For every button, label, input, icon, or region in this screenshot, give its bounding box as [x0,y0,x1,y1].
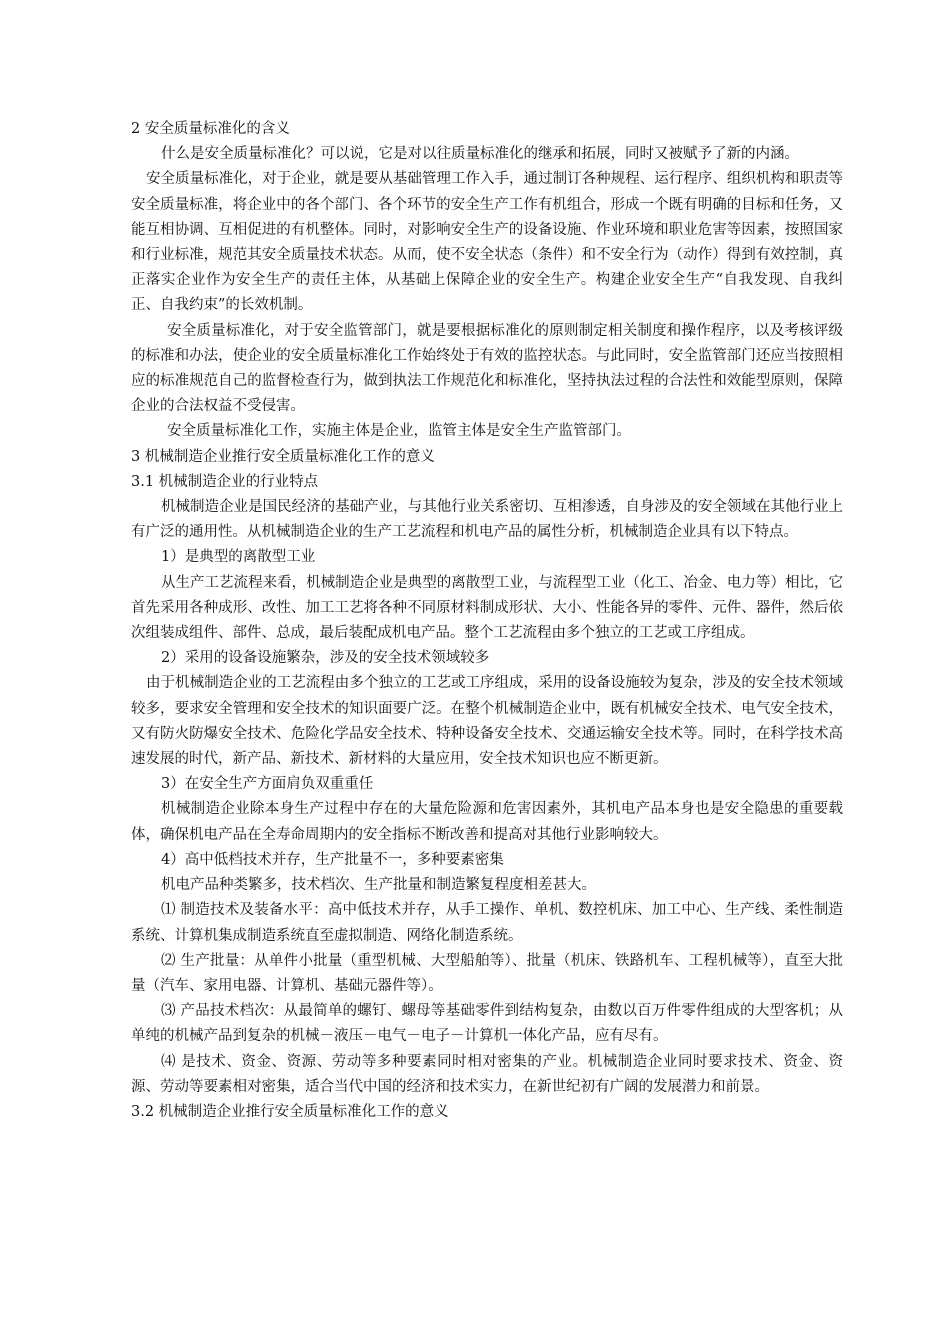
paragraph-discrete-industry: 从生产工艺流程来看，机械制造企业是典型的离散型工业，与流程型工业（化工、冶金、电力等）相比，它首先采用各种成形、改性、加工工艺将各种不同原材料制成形状、大小、性能各异的零件、元件、器件，然后依次组装成组件、部件、总成，最后装配成机电产品。整个工艺流程由多个独立的工艺或工序组成。 [131,574,843,642]
paragraph-definition-intro: 什么是安全质量标准化？可以说，它是对以往质量标准化的继承和拓展，同时又被赋予了新的内涵。 [161,146,799,163]
list-heading-4: 4）高中低档技术并存，生产批量不一，多种要素密集 [161,851,504,868]
list-item-factors: ⑷ 是技术、资金、资源、劳动等多种要素同时相对密集的产业。机械制造企业同时要求技术、资金、资源、劳动等要素相对密集，适合当代中国的经济和技术实力，在新世纪初有广阔的发展潜力和前景。 [131,1053,843,1095]
paragraph-product-variety: 机电产品种类繁多，技术档次、生产批量和制造繁复程度相差甚大。 [161,877,596,894]
paragraph-equipment-complex: 由于机械制造企业的工艺流程由多个独立的工艺或工序组成，采用的设备设施较为复杂，涉及的安全技术领域较多，要求安全管理和安全技术的知识面要广泛。在整个机械制造企业中，既有机械安全技术、电气安全技术，又有防火防爆安全技术、危险化学品安全技术、特种设备安全技术、交通运输安全技术等。同时，在科学技术高速发展的时代，新产品、新技术、新材料的大量应用，安全技术知识也应不断更新。 [131,675,843,768]
paragraph-regulator-meaning: 安全质量标准化，对于安全监管部门，就是要根据标准化的原则制定相关制度和操作程序，以及考核评级的标准和办法，使企业的安全质量标准化工作始终处于有效的监控状态。与此同时，安全监管部门还应当按照相应的标准规范自己的监督检查行为，做到执法工作规范化和标准化，坚持执法过程的合法性和效能型原则，保障企业的合法权益不受侵害。 [131,322,843,415]
paragraph-enterprise-meaning: 安全质量标准化，对于企业，就是要从基础管理工作入手，通过制订各种规程、运行程序、组织机构和职责等安全质量标准，将企业中的各个部门、各个环节的安全生产工作有机组合，形成一个既有明确的目标和任务，又能互相协调、互相促进的有机整体。同时，对影响安全生产的设备设施、作业环境和职业危害等因素，按照国家和行业标准，规范其安全质量技术状态。从而，使不安全状态（条件）和不安全行为（动作）得到有效控制，真正落实企业作为安全生产的责任主体，从基础上保障企业的安全生产。构建企业安全生产“自我发现、自我纠正、自我约束”的长效机制。 [131,171,843,314]
paragraph-subjects: 安全质量标准化工作，实施主体是企业，监管主体是安全生产监管部门。 [167,423,631,440]
subsection-heading-3-1: 3.1 机械制造企业的行业特点 [131,473,319,490]
list-heading-2: 2）采用的设备设施繁杂，涉及的安全技术领域较多 [161,650,490,667]
list-heading-3: 3）在安全生产方面肩负双重重任 [161,776,374,793]
paragraph-industry-intro: 机械制造企业是国民经济的基础产业，与其他行业关系密切、互相渗透，自身涉及的安全领域在其他行业上有广泛的通用性。从机械制造企业的生产工艺流程和机电产品的属性分析，机械制造企业具有以下特点。 [131,499,843,541]
list-item-product-level: ⑶ 产品技术档次：从最简单的螺钉、螺母等基础零件到结构复杂，由数以百万件零件组成的大型客机；从单纯的机械产品到复杂的机械－液压－电气－电子－计算机一体化产品，应有尽有。 [131,1003,843,1045]
subsection-heading-3-2: 3.2 机械制造企业推行安全质量标准化工作的意义 [131,1103,449,1120]
list-item-technology: ⑴ 制造技术及装备水平：高中低技术并存，从手工操作、单机、数控机床、加工中心、生产线、柔性制造系统、计算机集成制造系统直至虚拟制造、网络化制造系统。 [131,902,843,944]
paragraph-dual-responsibility: 机械制造企业除本身生产过程中存在的大量危险源和危害因素外，其机电产品本身也是安全隐患的重要载体，确保机电产品在全寿命周期内的安全指标不断改善和提高对其他行业影响较大。 [131,801,843,843]
list-heading-1: 1）是典型的离散型工业 [161,549,316,566]
section-heading-3: 3 机械制造企业推行安全质量标准化工作的意义 [131,448,435,465]
list-item-batch: ⑵ 生产批量：从单件小批量（重型机械、大型船舶等）、批量（机床、铁路机车、工程机械等），直至大批量（汽车、家用电器、计算机、基础元器件等）。 [131,952,843,994]
section-heading-2: 2 安全质量标准化的含义 [131,121,290,137]
document-page [131,117,843,1125]
